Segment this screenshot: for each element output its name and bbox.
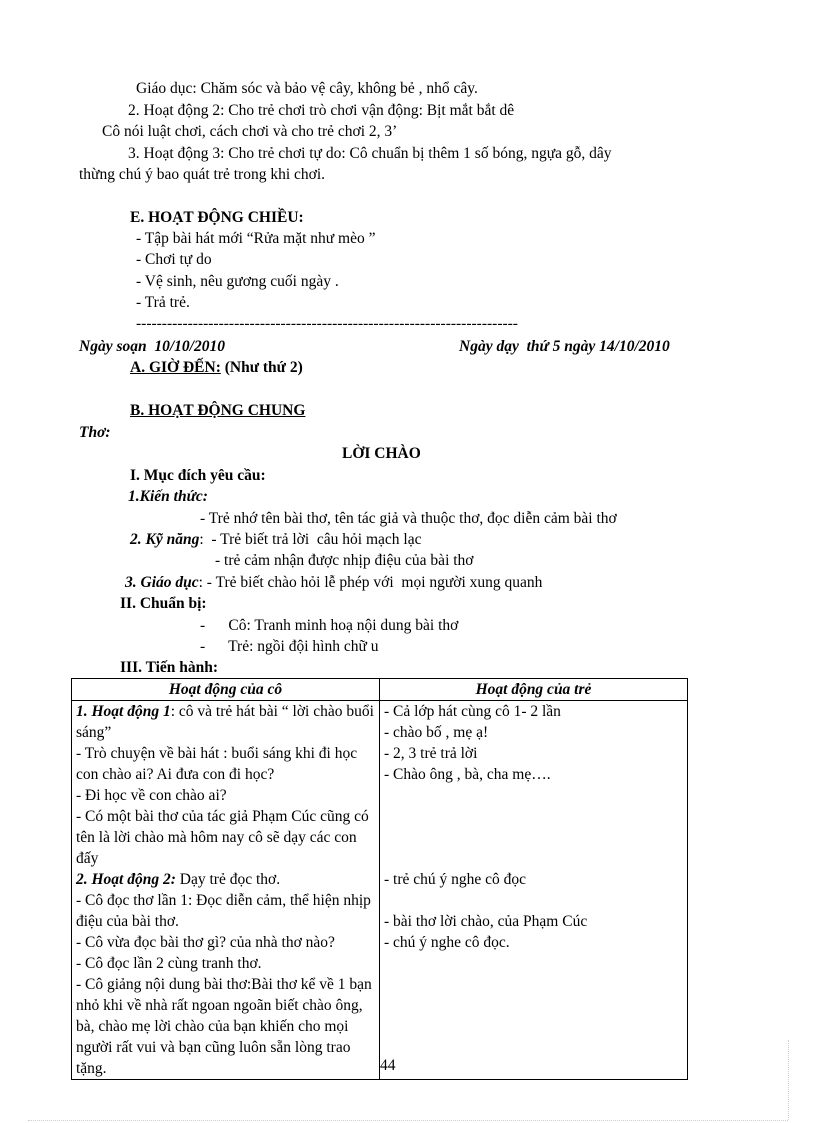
header-teacher: Hoạt động của cô [72,679,380,701]
skill-line [130,529,421,550]
header-child: Hoạt động của trẻ [380,679,688,701]
child-line: - chú ý nghe cô đọc. [384,934,510,951]
skill-text-2: - trẻ cảm nhận được nhịp điệu của bài thơ [215,552,474,569]
text-line: 2. Hoạt động 2: Cho trẻ chơi trò chơi vận động: Bịt mắt bắt dê [128,102,515,119]
preparation-item: - Trẻ: ngồi đội hình chữ u [200,638,379,655]
teacher-line: - Cô đọc thơ lần 1: Đọc diễn cảm, thể hiện nhịp điệu của bài thơ. [76,892,371,930]
list-item: - Trả trẻ. [136,294,190,311]
teach-date: Ngày dạy thứ 5 ngày 14/10/2010 [459,338,670,355]
activity-1 [76,701,375,743]
teacher-line: - Cô đọc lần 2 cùng tranh thơ. [76,955,262,972]
activity-1-text: : cô và trẻ hát bài “ lời chào buổi sáng” [76,703,374,741]
list-item: - Vệ sinh, nêu gương cuối ngày . [136,273,339,290]
teacher-line: - Trò chuyện về bài hát : buổi sáng khi đi học con chào ai? Ai đưa con đi học? [76,745,358,783]
teacher-cell [72,701,380,1080]
page-edge-dots [28,1120,788,1121]
child-cell [380,701,688,1080]
procedure-heading: III. Tiến hành: [120,659,219,676]
text-line: 3. Hoạt động 3: Cho trẻ chơi tự do: Cô chuẩn bị thêm 1 số bóng, ngựa gỗ, dây [128,145,612,162]
activity-table [71,678,688,1080]
skill-text: : - Trẻ biết trả lời câu hỏi mạch lạc [199,531,422,548]
text-line: Cô nói luật chơi, cách chơi và cho trẻ chơi 2, 3’ [102,123,398,140]
skill-label: 2. Kỹ năng [130,531,200,548]
education-label: 3. Giáo dục [125,574,199,591]
knowledge-label: 1.Kiến thức: [128,488,208,505]
spacer [384,890,683,911]
teacher-line: - Cô vừa đọc bài thơ gì? của nhà thơ nào? [76,934,335,951]
child-line: - Cả lớp hát cùng cô 1- 2 lần [384,703,561,720]
teacher-line: - Cô giảng nội dung bài thơ:Bài thơ kể về 1 bạn nhỏ khi về nhà rất ngoan ngoãn biết chào ông, bà, chào mẹ lời chào của bạn khiến cho mọi người rất vui và bạn cũng luôn sẵn lòng trao tặng. [76,976,372,1077]
child-line: - chào bố , mẹ ạ! [384,724,489,741]
page-edge-dots-vertical [788,1040,789,1120]
section-a-note: (Như thứ 2) [220,359,303,376]
text-line: Giáo dục: Chăm sóc và bảo vệ cây, không bẻ , nhổ cây. [136,80,478,97]
preparation-heading: II. Chuẩn bị: [120,595,207,612]
education-text: : - Trẻ biết chào hỏi lễ phép với mọi người xung quanh [198,574,543,591]
list-item: - Chơi tự do [136,251,212,268]
spacer [384,785,683,806]
section-a-heading: A. GIỜ ĐẾN: [130,359,221,376]
table-row [72,701,688,1080]
spacer [384,806,683,827]
teacher-line: - Có một bài thơ của tác giả Phạm Cúc cũng có tên là lời chào mà hôm nay cô sẽ dạy các con đấy [76,808,369,867]
list-item: - Tập bài hát mới “Rửa mặt như mèo ” [136,230,376,247]
section-e-heading: E. HOẠT ĐỘNG CHIỀU: [130,209,304,226]
child-line: - 2, 3 trẻ trả lời [384,745,478,762]
poem-title: LỜI CHÀO [342,445,421,462]
text-line: thừng chú ý bao quát trẻ trong khi chơi. [79,166,326,183]
activity-2-label: 2. Hoạt động 2: [76,871,176,888]
child-line: - trẻ chú ý nghe cô đọc [384,871,527,888]
subject-label: Thơ: [79,424,111,441]
prep-date: Ngày soạn 10/10/2010 [79,338,225,355]
teacher-line: - Đi học về con chào ai? [76,787,227,804]
section-b-heading: B. HOẠT ĐỘNG CHUNG [130,402,306,419]
objectives-heading: I. Mục đích yêu cầu: [130,467,266,484]
knowledge-text: - Trẻ nhớ tên bài thơ, tên tác giả và thuộc thơ, đọc diễn cảm bài thơ [200,510,617,527]
child-line: - bài thơ lời chào, của Phạm Cúc [384,913,588,930]
page-number: 44 [380,1057,396,1074]
child-line: - Chào ông , bà, cha mẹ…. [384,766,551,783]
table-header-row [72,679,688,701]
activity-2-text: Dạy trẻ đọc thơ. [175,871,281,888]
spacer [384,827,683,848]
preparation-item: - Cô: Tranh minh hoạ nội dung bài thơ [200,617,459,634]
activity-1-label: 1. Hoạt động 1 [76,703,171,720]
separator-line: -------------------------------------------------------------------------- [136,315,518,332]
education-line [125,572,542,593]
section-a [130,357,303,378]
activity-2 [76,869,375,890]
spacer [384,848,683,869]
